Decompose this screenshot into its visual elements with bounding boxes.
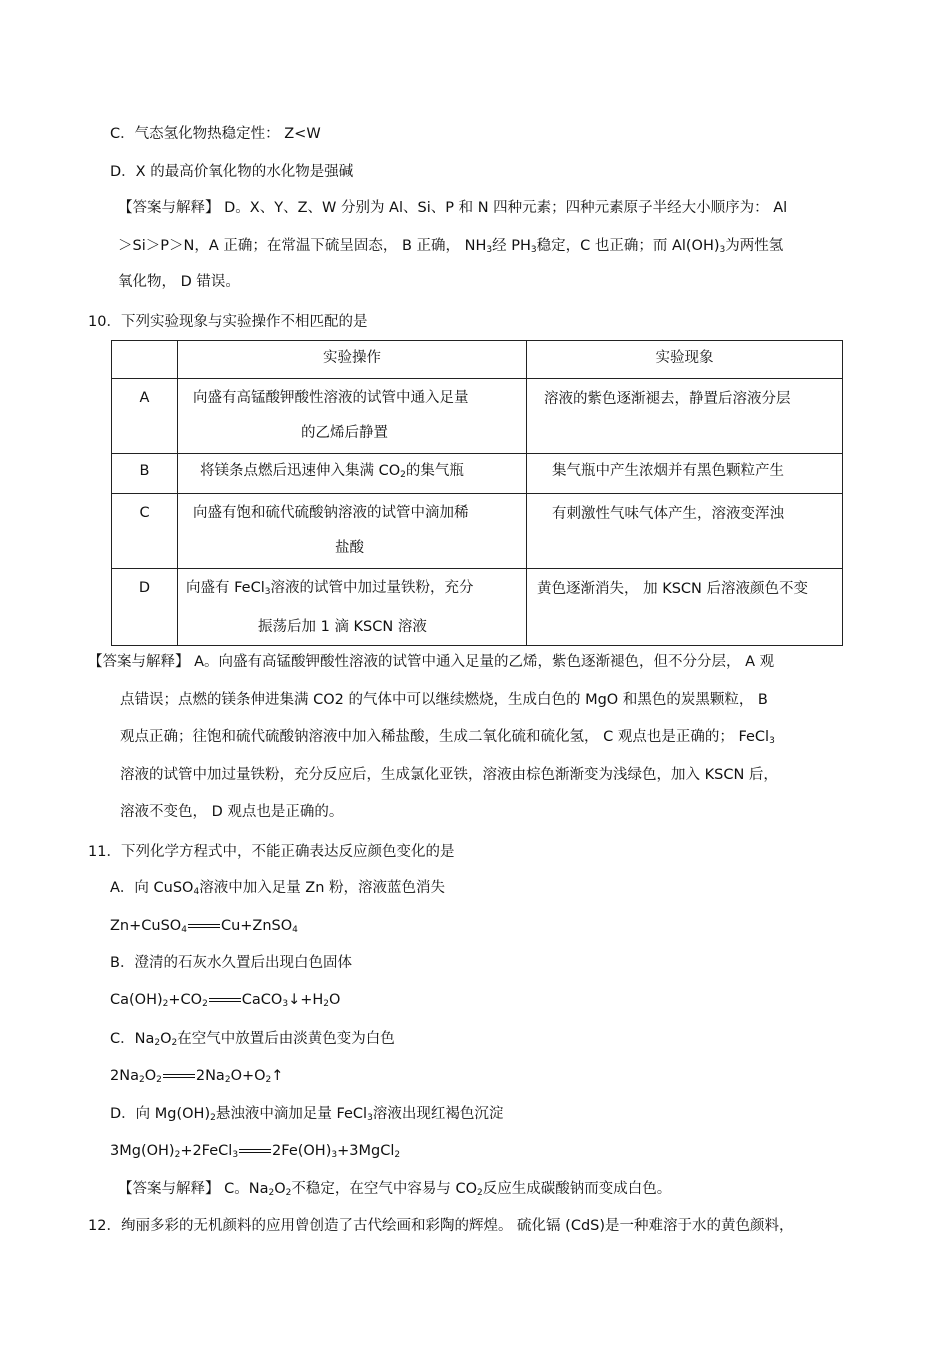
- experiment-table: [111, 340, 843, 646]
- double-line-equals-icon: [238, 1141, 272, 1161]
- q10-answer-line2: 点错误；点燃的镁条伸进集满 CO2 的气体中可以继续燃烧，生成白色的 MgO 和黑色的炭黑颗粒， B: [120, 692, 768, 708]
- q10-answer-line5: 溶液不变色， D 观点也是正确的。: [120, 804, 344, 820]
- table-row: [112, 569, 843, 646]
- q10-answer-line4: 溶液的试管中加过量铁粉，充分反应后，生成氯化亚铁，溶液由棕色渐渐变为浅绿色，加入 KSCN 后，: [120, 767, 778, 783]
- double-line-equals-icon: [187, 916, 221, 936]
- q10-answer-line1: 【答案与解释】 A。向盛有高锰酸钾酸性溶液的试管中通入足量的乙烯，紫色逐渐褪色，但不分分层， A 观: [88, 654, 775, 670]
- q11-option-c: C．$Na_2O_2$在空气中放置后由淡黄色变为白色: [110, 1031, 395, 1048]
- row-label: C: [112, 494, 178, 569]
- row-result: 溶液的紫色逐渐褪去，静置后溶液分层: [527, 379, 843, 454]
- q9-option-d: D．X 的最高价氧化物的水化物是强碱: [110, 164, 354, 180]
- header-phenomenon: 实验现象: [527, 341, 843, 379]
- row-operation: 将镁条点燃后迅速伸入集满 $CO_2$的集气瓶: [178, 454, 527, 494]
- q11-equation-c: $2Na_2O_2$ $2Na_2O+O_2↑$: [110, 1068, 284, 1085]
- header-blank: [112, 341, 178, 379]
- row-result: 集气瓶中产生浓烟并有黑色颗粒产生: [527, 454, 843, 494]
- q11-option-a: A．向 CuSO$_4$溶液中加入足量 Zn 粉，溶液蓝色消失: [110, 880, 446, 897]
- q11-equation-a: Zn+CuSO$_4$ Cu+ZnSO$_4$: [110, 918, 298, 935]
- q11-equation-b: $Ca(OH)_2+CO_2$ $CaCO_3↓+H_2O$: [110, 992, 341, 1009]
- table-row: [112, 379, 843, 454]
- row-result: 有刺激性气味气体产生，溶液变浑浊: [527, 494, 843, 569]
- q11-equation-d: $3Mg(OH)_2+2FeCl_3$ $2Fe(OH)_3+3MgCl_2$: [110, 1143, 401, 1160]
- header-operation: 实验操作: [178, 341, 527, 379]
- row-label: A: [112, 379, 178, 454]
- row-label: D: [112, 569, 178, 646]
- table-row: [112, 454, 843, 494]
- q12-question: 12．绚丽多彩的无机颜料的应用曾创造了古代绘画和彩陶的辉煌。 硫化镉 (CdS)是一种难溶于水的黄色颜料，: [88, 1218, 794, 1234]
- row-operation: 向盛有饱和硫代硫酸钠溶液的试管中滴加稀 盐酸: [178, 494, 527, 569]
- table-header-row: [112, 341, 843, 379]
- row-result: 黄色逐渐消失， 加 KSCN 后溶液颜色不变: [527, 569, 843, 646]
- q10-answer-line3: 观点正确；往饱和硫代硫酸钠溶液中加入稀盐酸，生成二氧化硫和硫化氢， C 观点也是正确的； FeCl$_3$: [120, 729, 775, 746]
- row-operation: 向盛有 FeCl$_3$溶液的试管中加过量铁粉，充分 振荡后加 1 滴 KSCN 溶液: [178, 569, 527, 646]
- q11-option-b: B．澄清的石灰水久置后出现白色固体: [110, 955, 352, 971]
- q9-answer-line1: 【答案与解释】 D。X、Y、Z、W 分别为 Al、Si、P 和 N 四种元素；四种元素原子半经大小顺序为： Al: [118, 200, 788, 216]
- q11-question: 11．下列化学方程式中，不能正确表达反应颜色变化的是: [88, 844, 455, 860]
- table-row: [112, 494, 843, 569]
- q9-answer-line3: 氧化物， D 错误。: [118, 274, 240, 290]
- row-operation: 向盛有高锰酸钾酸性溶液的试管中通入足量 的乙烯后静置: [178, 379, 527, 454]
- q11-answer: 【答案与解释】 C。$Na_2O_2$不稳定，在空气中容易与 $CO_2$反应生成碳酸钠而变成白色。: [118, 1181, 672, 1198]
- double-line-equals-icon: [162, 1066, 196, 1086]
- q9-answer-line2: ＞Si＞P＞N，A 正确；在常温下硫呈固态， B 正确， $NH_3$经 $PH_3$稳定，C 也正确；而 $Al(OH)_3$为两性氢: [118, 238, 784, 255]
- row-label: B: [112, 454, 178, 494]
- q9-option-c: C．气态氢化物热稳定性： Z<W: [110, 126, 321, 142]
- q11-option-d: D．向 $Mg(OH)_2$悬浊液中滴加足量 FeCl$_3$溶液出现红褐色沉淀: [110, 1106, 504, 1123]
- double-line-equals-icon: [208, 990, 242, 1010]
- q10-question: 10．下列实验现象与实验操作不相匹配的是: [88, 314, 368, 330]
